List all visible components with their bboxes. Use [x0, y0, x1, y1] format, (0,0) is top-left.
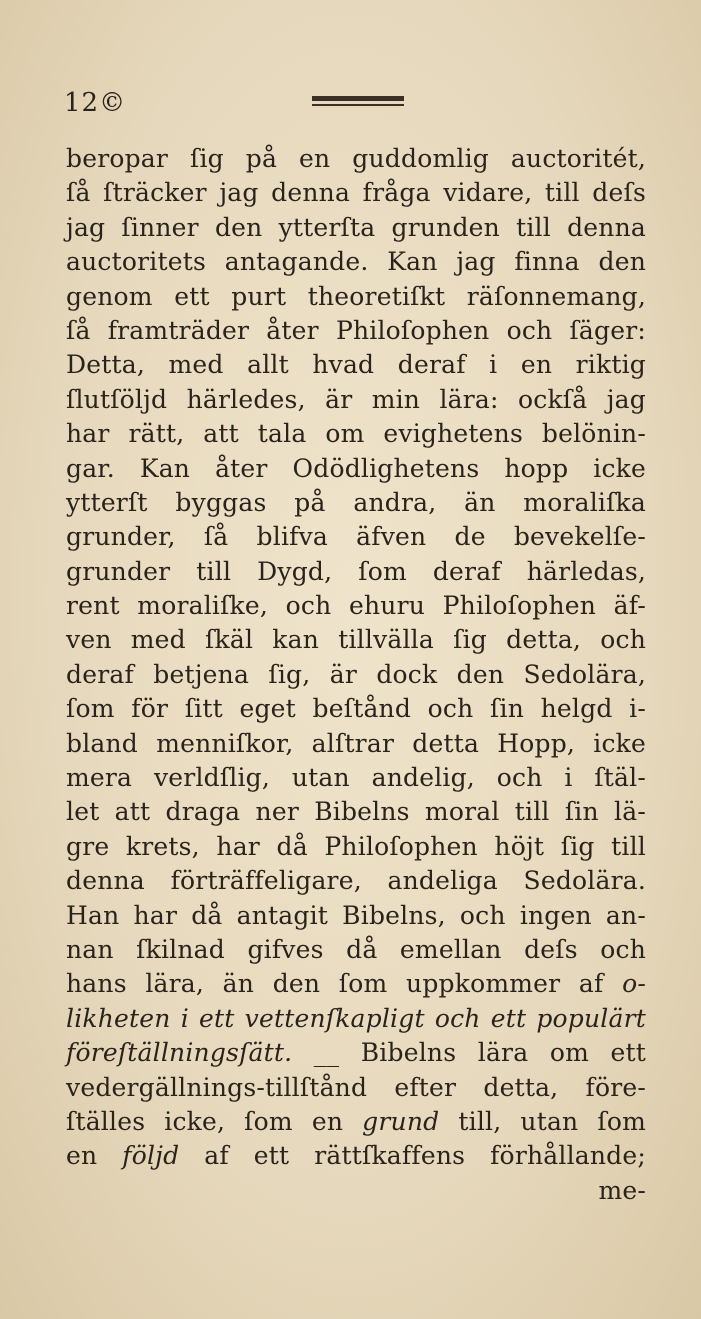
text-line — [66, 899, 646, 933]
text-segment: ſtälles icke, ſom en — [66, 1106, 363, 1136]
text-line — [66, 176, 646, 210]
text-segment: auctoritets antagande. Kan jag finna den — [66, 247, 646, 277]
page-number: 12© — [64, 88, 127, 118]
text-line — [66, 967, 646, 1001]
text-segment: Detta, med allt hvad deraf i en riktig — [66, 350, 646, 380]
text-line — [66, 280, 646, 314]
text-line — [66, 452, 646, 486]
text-line — [66, 1036, 646, 1070]
text-segment: ven med ſkäl kan tillvälla ſig detta, och — [66, 625, 646, 655]
text-segment: af ett rättſkaffens förhållande; — [179, 1141, 646, 1171]
text-line — [66, 245, 646, 279]
italic-text-segment: föreſtällningsſätt. — [66, 1038, 293, 1068]
text-line — [66, 383, 646, 417]
text-segment: beropar ſig på en guddomlig auctoritét, — [66, 144, 646, 173]
text-line — [66, 727, 646, 761]
text-line — [66, 486, 646, 520]
text-segment: ſå framträder åter Philoſophen och ſäger: — [66, 315, 646, 345]
text-line — [66, 589, 646, 623]
text-segment: grunder, ſå blifva äfven de bevekelſe- — [66, 522, 646, 552]
text-segment: ſom för ſitt eget beſtånd och ſin helgd i- — [66, 694, 646, 724]
text-line — [66, 761, 646, 795]
text-segment: nan ſkilnad gifves då emellan deſs och — [66, 934, 646, 964]
text-line — [66, 1071, 646, 1105]
text-segment: en — [66, 1141, 123, 1171]
page-header — [64, 86, 404, 120]
text-line — [66, 555, 646, 589]
text-line — [66, 1174, 646, 1208]
text-segment: __ Bibelns lära om ett — [292, 1038, 646, 1068]
text-segment: let att draga ner Bibelns moral till ſin lä- — [66, 797, 646, 827]
text-segment: Han har då antagit Bibelns, och ingen an- — [66, 900, 646, 930]
text-line — [66, 314, 646, 348]
text-line — [66, 795, 646, 829]
text-segment: ſå ſträcker jag denna fråga vidare, till deſs — [66, 178, 646, 208]
text-segment: grunder till Dygd, ſom deraf härledas, — [66, 556, 646, 586]
text-segment: genom ett purt theoretiſkt räſonnemang, — [66, 281, 646, 311]
text-segment: jag ſinner den ytterſta grunden till denna — [66, 212, 646, 242]
text-line — [66, 417, 646, 451]
text-line — [66, 211, 646, 245]
text-segment: deraf betjena ſig, är dock den Sedolära, — [66, 659, 646, 689]
text-segment: vedergällnings-tillſtånd efter detta, före- — [66, 1072, 646, 1102]
text-line — [66, 658, 646, 692]
header-rule-ornament — [312, 96, 404, 108]
text-line — [66, 623, 646, 657]
text-segment: hans lära, än den ſom uppkommer af — [66, 969, 623, 999]
text-line — [66, 520, 646, 554]
text-segment: ytterſt byggas på andra, än moraliſka — [66, 487, 646, 517]
italic-text-segment: likheten i ett vettenſkapligt och ett populärt — [66, 1003, 646, 1033]
text-segment: denna förträffeligare, andeliga Sedolära. — [66, 866, 646, 896]
italic-text-segment: o- — [622, 969, 646, 999]
text-line — [66, 1105, 646, 1139]
text-line — [66, 692, 646, 726]
italic-text-segment: följd — [122, 1141, 180, 1171]
italic-text-segment: grund — [362, 1106, 440, 1136]
text-segment: gar. Kan åter Odödlighetens hopp icke — [66, 453, 646, 483]
text-line — [66, 348, 646, 382]
text-line — [66, 864, 646, 898]
text-line — [66, 142, 646, 176]
body-text — [66, 142, 646, 1208]
text-line — [66, 1002, 646, 1036]
text-segment: bland menniſkor, alſtrar detta Hopp, icke — [66, 728, 646, 758]
text-segment: till, utan ſom — [439, 1106, 646, 1136]
text-segment: ſlutſöljd härledes, är min lära: ockſå jag — [66, 384, 646, 414]
text-segment: rent moraliſke, och ehuru Philoſophen äf- — [66, 591, 646, 621]
text-line — [66, 830, 646, 864]
text-line — [66, 1139, 646, 1173]
text-segment: gre krets, har då Philoſophen höjt ſig till — [66, 831, 646, 861]
text-segment: har rätt, att tala om evighetens belönin- — [66, 419, 646, 449]
text-segment: me- — [598, 1175, 646, 1205]
text-line — [66, 933, 646, 967]
text-segment: mera verldſlig, utan andelig, och i ſtäl- — [66, 763, 646, 793]
